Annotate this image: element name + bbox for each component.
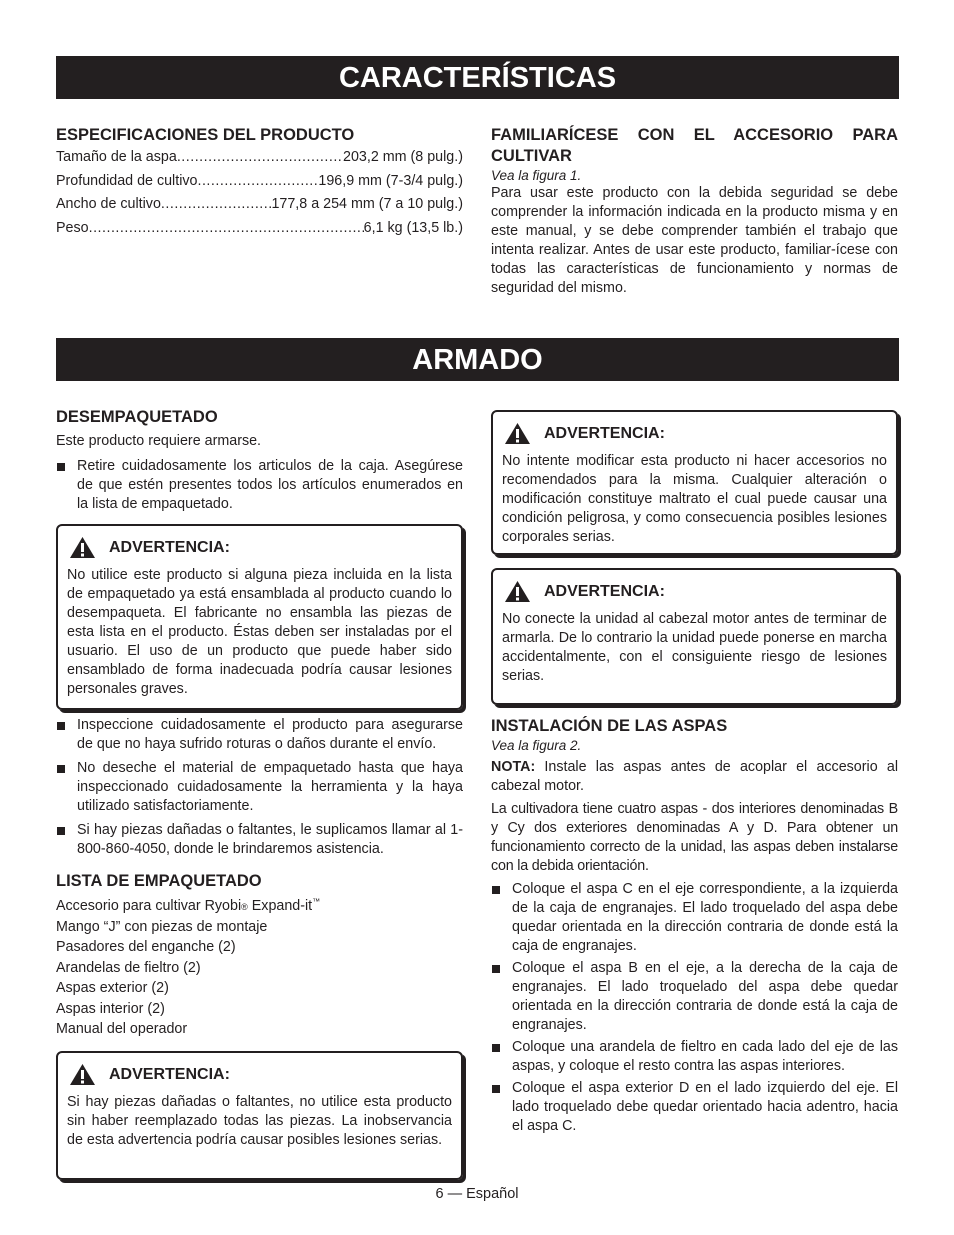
familiar-heading: FAMILIARÍCESE CON EL ACCESORIO PARA CULTIVAR [491, 126, 898, 165]
lista-item: Aspas exterior (2) [56, 980, 169, 997]
warning-box [491, 568, 898, 705]
lista-block [56, 871, 463, 1040]
list-item [56, 716, 463, 754]
instalacion-figure-ref: Vea la figura 2. [491, 738, 582, 753]
bullet-square [57, 827, 65, 835]
specs-block [56, 125, 463, 238]
desempaquetado-block [56, 407, 463, 514]
list-item [491, 1079, 898, 1136]
bullet-text: Inspeccione cuidadosamente el producto para asegurarse de que no haya sufrido roturas o daños durante el envío. [77, 717, 463, 752]
lista-item: Arandelas de fieltro (2) [56, 959, 201, 976]
warning-text: No conecte la unidad al cabezal motor antes de terminar de armarla. De lo contrario la unidad puede ponerse en marcha accidentalmente, con el consiguiente riesgo de lesiones serias. [502, 611, 887, 684]
warning-text: Si hay piezas dañadas o faltantes, no utilice esta producto sin haber reemplazado todas las piezas. La inobservancia de esta advertencia podría causar posibles lesiones serias. [67, 1094, 452, 1148]
instalacion-body: La cultivadora tiene cuatro aspas - dos interiores denominadas B y Cy dos exteriores denominadas A y D. Para obtener un funcionamiento correcto de la unidad, las aspas deben instalarse con la debida orientación. [491, 801, 898, 874]
section-banner-caracteristicas: CARACTERÍSTICAS [56, 56, 899, 99]
spec-row [56, 172, 463, 191]
list-item [56, 821, 463, 859]
lista-item: Manual del operador [56, 1021, 188, 1038]
spec-leader [161, 195, 272, 214]
spec-label: Tamaño de la aspa [56, 149, 177, 165]
desempaquetado-heading: DESEMPAQUETADO [56, 408, 218, 426]
lista-heading: LISTA DE EMPAQUETADO [56, 872, 262, 890]
lista-item: Aspas interior (2) [56, 1000, 165, 1017]
warning-title: ADVERTENCIA: [109, 1065, 230, 1083]
specs-heading: ESPECIFICACIONES DEL PRODUCTO [56, 126, 355, 144]
bullet-text: Coloque el aspa B en el eje, a la derecha de la caja de engranajes. El lado troquelado del aspa debe quedar orientada en la dirección contraria de donde está la caja de engranajes. [512, 960, 898, 1033]
warning-box [491, 410, 898, 555]
warning-header [502, 422, 887, 444]
lista-item: Mango “J” con piezas de montaje [56, 918, 268, 935]
warning-text: No utilice este producto si alguna pieza incluida en la lista de empaquetado ya está ensamblada al producto cuando lo desempaqueta. El fabricante no ensambla las piezas de esta lista en el producto. Éstas deben ser instaladas por el usuario. El uso de un producto que puede haber sido ensamblado de forma inadecuada podría causar lesiones personales graves. [67, 567, 452, 697]
spec-row [56, 219, 463, 238]
bullet-square [492, 1044, 500, 1052]
bullet-text: No deseche el material de empaquetado hasta que haya inspeccionado cuidadosamente la herramienta y la haya utilizado satisfactoriamente. [77, 760, 463, 814]
spec-value: 177,8 a 254 mm (7 a 10 pulg.) [271, 196, 463, 212]
list-item [491, 1038, 898, 1076]
spec-value: 6,1 kg (13,5 lb.) [363, 219, 463, 236]
spec-label: Profundidad de cultivo [56, 172, 198, 189]
spec-row [56, 148, 463, 167]
spec-label: Ancho de cultivo [56, 196, 161, 212]
spec-value: 196,9 mm (7-3/4 pulg.) [318, 172, 463, 189]
lista-item: Accesorio para cultivar Ryobi® Expand-it™ [56, 896, 321, 914]
bullet-square [492, 886, 500, 894]
warning-triangle-icon [69, 536, 96, 559]
warning-box [56, 1051, 463, 1180]
spec-label: Peso [56, 219, 89, 236]
instalacion-block [491, 716, 898, 1136]
spec-leader [177, 148, 343, 167]
list-item [491, 959, 898, 1035]
spec-row [56, 195, 463, 214]
bullet-text: Coloque una arandela de fieltro en cada lado del eje de las aspas, y coloque el resto contra las aspas interiores. [512, 1039, 898, 1074]
bullet-square [57, 463, 65, 471]
instalacion-heading: INSTALACIÓN DE LAS ASPAS [491, 717, 728, 735]
warning-triangle-icon [69, 1063, 96, 1086]
bullet-square [57, 722, 65, 730]
warning-header [502, 580, 887, 602]
bullet-square [57, 765, 65, 773]
bullet-text: Retire cuidadosamente los articulos de la caja. Asegúrese de que estén presentes todos los artículos enumerados en la lista de empaquetado. [77, 458, 463, 512]
section-banner-armado: ARMADO [56, 338, 899, 381]
spec-leader [89, 219, 364, 238]
bullet-text: Si hay piezas dañadas o faltantes, le suplicamos llamar al 1-800-860-4050, donde le brindaremos asistencia. [77, 822, 463, 857]
bullet-text: Coloque el aspa exterior D en el lado izquierdo del eje. El lado troquelado debe quedar orientado hacia adentro, hacia el aspa C. [512, 1080, 898, 1134]
desempaquetado-intro: Este producto requiere armarse. [56, 433, 262, 449]
warning-text: No intente modificar esta producto ni hacer accesorios no recomendados para la misma. Cualquier alteración o modificación constituye maltrato el cual puede causar una condición peligrosa, y como consecuencia posibles lesiones corporales serias. [502, 453, 887, 545]
instalacion-note: NOTA: Instale las aspas antes de acoplar el accesorio al cabezal motor. [491, 759, 898, 794]
warning-header [67, 1063, 452, 1085]
warning-header [67, 536, 452, 558]
spec-value: 203,2 mm (8 pulg.) [343, 149, 463, 165]
warning-triangle-icon [504, 580, 531, 603]
spec-leader [197, 172, 318, 191]
desempaquetado-bullets [56, 716, 463, 859]
list-item [56, 759, 463, 816]
familiar-block [491, 125, 898, 298]
warning-title: ADVERTENCIA: [544, 582, 665, 600]
familiar-body: Para usar este producto con la debida seguridad se debe comprender la información indicada en la producto misma y en este manual, y se debe comprender también el trabajo que intenta realizar. Antes de usar este producto, familiar-ícese con todas las características de funcionamiento y normas de seguridad del mismo. [491, 185, 898, 296]
list-item [491, 880, 898, 956]
bullet-text: Coloque el aspa C en el eje correspondiente, a la izquierda de la caja de engranajes. El lado troquelado del aspa debe quedar orientada en la dirección contraria de donde está la caja de engranajes. [512, 881, 898, 954]
bullet-square [492, 965, 500, 973]
familiar-figure-ref: Vea la figura 1. [491, 168, 582, 183]
lista-item: Pasadores del enganche (2) [56, 939, 236, 956]
warning-triangle-icon [504, 422, 531, 445]
warning-title: ADVERTENCIA: [544, 424, 665, 442]
warning-title: ADVERTENCIA: [109, 538, 230, 556]
bullet-square [492, 1085, 500, 1093]
list-item [56, 457, 463, 514]
page-footer: 6 — Español [435, 1186, 519, 1202]
warning-box [56, 524, 463, 710]
